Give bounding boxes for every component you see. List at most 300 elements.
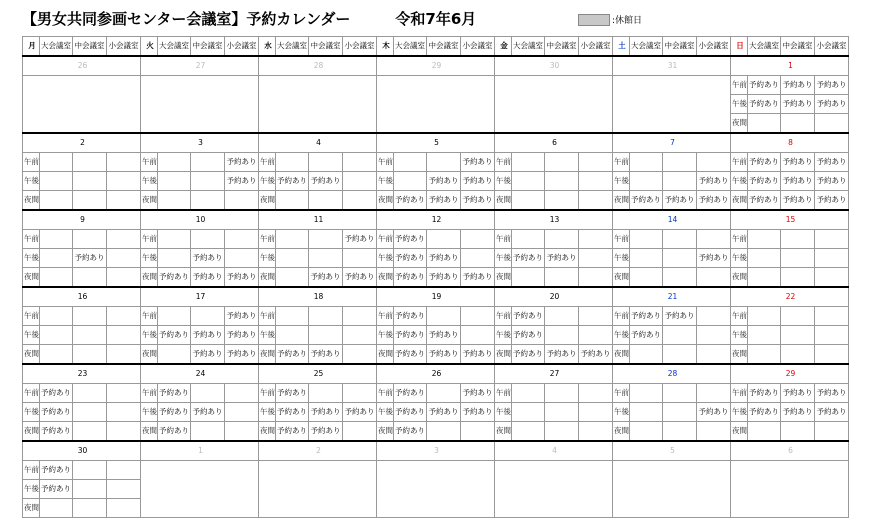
reservation-cell-open[interactable] bbox=[107, 326, 141, 345]
reservation-cell-open[interactable] bbox=[40, 172, 73, 191]
reservation-cell-booked[interactable]: 予約あり bbox=[309, 403, 343, 422]
reservation-cell-open[interactable] bbox=[579, 422, 613, 442]
reservation-cell-booked[interactable]: 予約あり bbox=[461, 172, 495, 191]
reservation-cell-booked[interactable]: 予約あり bbox=[697, 403, 731, 422]
date-cell: 27 bbox=[495, 364, 613, 384]
date-cell: 13 bbox=[495, 210, 613, 230]
reservation-cell-open[interactable] bbox=[781, 230, 815, 249]
reservation-cell-open[interactable] bbox=[630, 403, 663, 422]
reservation-cell-open[interactable] bbox=[630, 249, 663, 268]
reservation-cell-open[interactable] bbox=[394, 153, 427, 172]
reservation-cell-booked[interactable]: 予約あり bbox=[191, 326, 225, 345]
reservation-cell-open[interactable] bbox=[697, 230, 731, 249]
reservation-cell-booked[interactable]: 予約あり bbox=[158, 403, 191, 422]
reservation-cell-open[interactable] bbox=[579, 191, 613, 211]
reservation-cell-open[interactable] bbox=[191, 384, 225, 403]
reservation-cell-open[interactable] bbox=[630, 384, 663, 403]
reservation-cell-open[interactable] bbox=[545, 384, 579, 403]
reservation-cell-open[interactable] bbox=[663, 249, 697, 268]
reservation-cell-open[interactable] bbox=[697, 345, 731, 365]
reservation-cell-open[interactable] bbox=[748, 230, 781, 249]
reservation-cell-open[interactable] bbox=[158, 153, 191, 172]
reservation-cell-booked[interactable]: 予約あり bbox=[158, 326, 191, 345]
reservation-cell-booked[interactable]: 予約あり bbox=[748, 76, 781, 95]
reservation-cell-open[interactable] bbox=[107, 153, 141, 172]
slot-label: 夜間 bbox=[23, 422, 40, 442]
reservation-cell-booked[interactable]: 予約あり bbox=[40, 422, 73, 442]
reservation-cell-open[interactable] bbox=[158, 345, 191, 365]
reservation-cell-open[interactable] bbox=[815, 114, 849, 134]
reservation-cell-open[interactable] bbox=[781, 345, 815, 365]
reservation-cell-booked[interactable]: 予約あり bbox=[191, 403, 225, 422]
slot-label: 午前 bbox=[259, 153, 276, 172]
reservation-cell-open[interactable] bbox=[512, 172, 545, 191]
reservation-cell-open[interactable] bbox=[748, 345, 781, 365]
reservation-cell-booked[interactable]: 予約あり bbox=[40, 461, 73, 480]
slot-label: 午前 bbox=[141, 307, 158, 326]
slot-label: 午前 bbox=[141, 230, 158, 249]
slot-row bbox=[23, 326, 849, 345]
reservation-cell-booked[interactable]: 予約あり bbox=[276, 403, 309, 422]
reservation-cell-open[interactable] bbox=[663, 230, 697, 249]
reservation-cell-open[interactable] bbox=[512, 191, 545, 211]
reservation-cell-open[interactable] bbox=[461, 230, 495, 249]
reservation-cell-open[interactable] bbox=[512, 403, 545, 422]
reservation-cell-booked[interactable]: 予約あり bbox=[343, 268, 377, 288]
reservation-cell-booked[interactable]: 予約あり bbox=[394, 345, 427, 365]
reservation-cell-open[interactable] bbox=[427, 384, 461, 403]
slot-label: 午前 bbox=[495, 153, 512, 172]
reservation-cell-open[interactable] bbox=[461, 326, 495, 345]
reservation-cell-booked[interactable]: 予約あり bbox=[461, 384, 495, 403]
reservation-cell-booked[interactable]: 予約あり bbox=[427, 249, 461, 268]
reservation-cell-open[interactable] bbox=[781, 114, 815, 134]
reservation-cell-open[interactable] bbox=[545, 172, 579, 191]
reservation-cell-open[interactable] bbox=[663, 345, 697, 365]
reservation-cell-booked[interactable]: 予約あり bbox=[748, 384, 781, 403]
reservation-cell-open[interactable] bbox=[73, 307, 107, 326]
reservation-cell-booked[interactable]: 予約あり bbox=[781, 95, 815, 114]
reservation-cell-open[interactable] bbox=[815, 345, 849, 365]
reservation-cell-open[interactable] bbox=[748, 422, 781, 442]
slot-label: 午後 bbox=[495, 172, 512, 191]
reservation-cell-open[interactable] bbox=[191, 307, 225, 326]
reservation-cell-booked[interactable]: 予約あり bbox=[394, 268, 427, 288]
reservation-cell-open[interactable] bbox=[107, 403, 141, 422]
reservation-cell-open[interactable] bbox=[343, 422, 377, 442]
reservation-cell-booked[interactable]: 予約あり bbox=[815, 172, 849, 191]
reservation-cell-open[interactable] bbox=[630, 345, 663, 365]
reservation-cell-booked[interactable]: 予約あり bbox=[781, 403, 815, 422]
reservation-cell-booked[interactable]: 予約あり bbox=[579, 345, 613, 365]
reservation-cell-open[interactable] bbox=[309, 191, 343, 211]
reservation-cell-open[interactable] bbox=[781, 268, 815, 288]
date-cell: 4 bbox=[259, 133, 377, 153]
reservation-cell-open[interactable] bbox=[343, 384, 377, 403]
reservation-cell-booked[interactable]: 予約あり bbox=[815, 153, 849, 172]
reservation-cell-open[interactable] bbox=[40, 249, 73, 268]
reservation-cell-open[interactable] bbox=[107, 499, 141, 518]
reservation-cell-open[interactable] bbox=[107, 461, 141, 480]
reservation-cell-booked[interactable]: 予約あり bbox=[815, 403, 849, 422]
reservation-cell-open[interactable] bbox=[158, 172, 191, 191]
reservation-cell-booked[interactable]: 予約あり bbox=[276, 384, 309, 403]
reservation-cell-open[interactable] bbox=[697, 268, 731, 288]
reservation-cell-open[interactable] bbox=[276, 326, 309, 345]
reservation-cell-open[interactable] bbox=[40, 499, 73, 518]
reservation-cell-open[interactable] bbox=[545, 268, 579, 288]
reservation-cell-open[interactable] bbox=[343, 153, 377, 172]
reservation-cell-open[interactable] bbox=[781, 249, 815, 268]
reservation-cell-open[interactable] bbox=[545, 422, 579, 442]
reservation-cell-open[interactable] bbox=[427, 153, 461, 172]
reservation-cell-booked[interactable]: 予約あり bbox=[461, 345, 495, 365]
reservation-cell-open[interactable] bbox=[579, 268, 613, 288]
reservation-cell-booked[interactable]: 予約あり bbox=[191, 249, 225, 268]
reservation-cell-open[interactable] bbox=[40, 268, 73, 288]
reservation-cell-open[interactable] bbox=[40, 345, 73, 365]
reservation-cell-open[interactable] bbox=[73, 461, 107, 480]
reservation-cell-open[interactable] bbox=[276, 268, 309, 288]
reservation-cell-booked[interactable]: 予約あり bbox=[158, 422, 191, 442]
reservation-cell-open[interactable] bbox=[107, 480, 141, 499]
reservation-cell-open[interactable] bbox=[545, 230, 579, 249]
reservation-cell-open[interactable] bbox=[630, 172, 663, 191]
reservation-cell-booked[interactable]: 予約あり bbox=[697, 191, 731, 211]
reservation-cell-open[interactable] bbox=[276, 191, 309, 211]
reservation-cell-booked[interactable]: 予約あり bbox=[512, 345, 545, 365]
reservation-cell-booked[interactable]: 予約あり bbox=[276, 422, 309, 442]
reservation-cell-booked[interactable]: 予約あり bbox=[427, 403, 461, 422]
reservation-cell-booked[interactable]: 予約あり bbox=[427, 191, 461, 211]
reservation-cell-open[interactable] bbox=[73, 153, 107, 172]
reservation-cell-open[interactable] bbox=[73, 499, 107, 518]
reservation-cell-open[interactable] bbox=[815, 268, 849, 288]
reservation-cell-open[interactable] bbox=[781, 326, 815, 345]
reservation-cell-booked[interactable]: 予約あり bbox=[748, 191, 781, 211]
room-header: 小会議室 bbox=[343, 37, 377, 57]
date-cell: 26 bbox=[377, 364, 495, 384]
reservation-cell-open[interactable] bbox=[276, 153, 309, 172]
reservation-cell-open[interactable] bbox=[40, 326, 73, 345]
reservation-cell-open[interactable] bbox=[107, 345, 141, 365]
reservation-cell-booked[interactable]: 予約あり bbox=[394, 422, 427, 442]
reservation-cell-booked[interactable]: 予約あり bbox=[225, 345, 259, 365]
reservation-cell-open[interactable] bbox=[73, 191, 107, 211]
reservation-cell-open[interactable] bbox=[343, 345, 377, 365]
reservation-cell-booked[interactable]: 予約あり bbox=[630, 307, 663, 326]
reservation-cell-booked[interactable]: 予約あり bbox=[630, 326, 663, 345]
reservation-cell-open[interactable] bbox=[107, 268, 141, 288]
reservation-cell-open[interactable] bbox=[107, 384, 141, 403]
reservation-cell-booked[interactable]: 予約あり bbox=[394, 403, 427, 422]
reservation-cell-open[interactable] bbox=[579, 326, 613, 345]
reservation-cell-open[interactable] bbox=[107, 422, 141, 442]
reservation-cell-open[interactable] bbox=[225, 230, 259, 249]
date-row bbox=[23, 364, 849, 384]
reservation-cell-open[interactable] bbox=[309, 230, 343, 249]
reservation-cell-open[interactable] bbox=[663, 403, 697, 422]
reservation-cell-open[interactable] bbox=[309, 326, 343, 345]
reservation-cell-open[interactable] bbox=[158, 249, 191, 268]
slot-label: 午後 bbox=[23, 403, 40, 422]
reservation-cell-open[interactable] bbox=[73, 480, 107, 499]
reservation-cell-open[interactable] bbox=[158, 230, 191, 249]
room-header: 小会議室 bbox=[697, 37, 731, 57]
reservation-cell-booked[interactable]: 予約あり bbox=[663, 307, 697, 326]
reservation-cell-open[interactable] bbox=[663, 326, 697, 345]
reservation-cell-open[interactable] bbox=[73, 172, 107, 191]
slot-label: 午前 bbox=[377, 230, 394, 249]
reservation-cell-open[interactable] bbox=[630, 422, 663, 442]
reservation-cell-booked[interactable]: 予約あり bbox=[815, 191, 849, 211]
reservation-cell-open[interactable] bbox=[191, 172, 225, 191]
reservation-cell-open[interactable] bbox=[663, 172, 697, 191]
reservation-cell-open[interactable] bbox=[630, 230, 663, 249]
reservation-cell-booked[interactable]: 予約あり bbox=[309, 172, 343, 191]
reservation-cell-open[interactable] bbox=[579, 307, 613, 326]
slot-label: 午後 bbox=[731, 172, 748, 191]
reservation-cell-open[interactable] bbox=[815, 249, 849, 268]
reservation-cell-booked[interactable]: 予約あり bbox=[630, 191, 663, 211]
reservation-cell-booked[interactable]: 予約あり bbox=[394, 249, 427, 268]
reservation-cell-open[interactable] bbox=[781, 422, 815, 442]
reservation-cell-open[interactable] bbox=[748, 326, 781, 345]
reservation-cell-open[interactable] bbox=[309, 153, 343, 172]
reservation-cell-booked[interactable]: 予約あり bbox=[191, 345, 225, 365]
reservation-cell-open[interactable] bbox=[512, 230, 545, 249]
reservation-cell-open[interactable] bbox=[343, 191, 377, 211]
reservation-cell-open[interactable] bbox=[309, 307, 343, 326]
reservation-cell-booked[interactable]: 予約あり bbox=[225, 153, 259, 172]
reservation-cell-booked[interactable]: 予約あり bbox=[748, 172, 781, 191]
date-row bbox=[23, 441, 849, 461]
reservation-cell-booked[interactable]: 予約あり bbox=[225, 172, 259, 191]
reservation-cell-booked[interactable]: 予約あり bbox=[748, 153, 781, 172]
date-cell: 9 bbox=[23, 210, 141, 230]
reservation-cell-open[interactable] bbox=[697, 422, 731, 442]
reservation-cell-booked[interactable]: 予約あり bbox=[427, 326, 461, 345]
reservation-cell-open[interactable] bbox=[663, 422, 697, 442]
reservation-cell-open[interactable] bbox=[158, 307, 191, 326]
reservation-cell-booked[interactable]: 予約あり bbox=[781, 384, 815, 403]
slot-label: 午前 bbox=[23, 307, 40, 326]
reservation-cell-booked[interactable]: 予約あり bbox=[815, 384, 849, 403]
reservation-cell-booked[interactable]: 予約あり bbox=[394, 230, 427, 249]
reservation-cell-booked[interactable]: 予約あり bbox=[748, 403, 781, 422]
reservation-cell-booked[interactable]: 予約あり bbox=[191, 268, 225, 288]
reservation-cell-open[interactable] bbox=[225, 403, 259, 422]
reservation-cell-open[interactable] bbox=[579, 172, 613, 191]
reservation-cell-open[interactable] bbox=[107, 191, 141, 211]
reservation-cell-open[interactable] bbox=[73, 326, 107, 345]
reservation-cell-open[interactable] bbox=[815, 230, 849, 249]
reservation-cell-open[interactable] bbox=[545, 153, 579, 172]
reservation-cell-open[interactable] bbox=[663, 384, 697, 403]
reservation-cell-booked[interactable]: 予約あり bbox=[394, 326, 427, 345]
reservation-cell-open[interactable] bbox=[40, 230, 73, 249]
reservation-cell-open[interactable] bbox=[73, 230, 107, 249]
reservation-cell-open[interactable] bbox=[107, 249, 141, 268]
reservation-cell-open[interactable] bbox=[73, 384, 107, 403]
reservation-cell-booked[interactable]: 予約あり bbox=[40, 403, 73, 422]
reservation-cell-open[interactable] bbox=[225, 422, 259, 442]
reservation-cell-open[interactable] bbox=[512, 153, 545, 172]
reservation-cell-open[interactable] bbox=[748, 249, 781, 268]
reservation-cell-booked[interactable]: 予約あり bbox=[427, 268, 461, 288]
reservation-cell-open[interactable] bbox=[158, 191, 191, 211]
reservation-cell-booked[interactable]: 予約あり bbox=[343, 230, 377, 249]
reservation-cell-booked[interactable]: 予約あり bbox=[697, 249, 731, 268]
reservation-cell-open[interactable] bbox=[663, 153, 697, 172]
reservation-cell-open[interactable] bbox=[343, 249, 377, 268]
calendar-table bbox=[22, 36, 849, 518]
reservation-cell-open[interactable] bbox=[579, 384, 613, 403]
reservation-cell-booked[interactable]: 予約あり bbox=[309, 345, 343, 365]
reservation-cell-open[interactable] bbox=[427, 230, 461, 249]
reservation-cell-open[interactable] bbox=[697, 384, 731, 403]
reservation-cell-open[interactable] bbox=[512, 384, 545, 403]
reservation-cell-open[interactable] bbox=[579, 249, 613, 268]
reservation-cell-open[interactable] bbox=[461, 307, 495, 326]
reservation-cell-open[interactable] bbox=[276, 307, 309, 326]
reservation-cell-open[interactable] bbox=[107, 307, 141, 326]
reservation-cell-booked[interactable]: 予約あり bbox=[158, 384, 191, 403]
reservation-cell-open[interactable] bbox=[663, 268, 697, 288]
reservation-cell-open[interactable] bbox=[512, 422, 545, 442]
reservation-cell-open[interactable] bbox=[748, 114, 781, 134]
reservation-cell-booked[interactable]: 予約あり bbox=[663, 191, 697, 211]
reservation-cell-open[interactable] bbox=[630, 153, 663, 172]
reservation-cell-open[interactable] bbox=[461, 422, 495, 442]
reservation-cell-open[interactable] bbox=[748, 268, 781, 288]
reservation-cell-open[interactable] bbox=[545, 326, 579, 345]
room-header: 大会議室 bbox=[630, 37, 663, 57]
reservation-cell-booked[interactable]: 予約あり bbox=[815, 95, 849, 114]
reservation-cell-booked[interactable]: 予約あり bbox=[512, 326, 545, 345]
reservation-cell-open[interactable] bbox=[73, 345, 107, 365]
reservation-cell-booked[interactable]: 予約あり bbox=[225, 268, 259, 288]
slot-row bbox=[23, 172, 849, 191]
reservation-cell-booked[interactable]: 予約あり bbox=[512, 249, 545, 268]
reservation-cell-booked[interactable]: 予約あり bbox=[276, 345, 309, 365]
reservation-cell-booked[interactable]: 予約あり bbox=[225, 307, 259, 326]
reservation-cell-booked[interactable]: 予約あり bbox=[394, 191, 427, 211]
reservation-cell-open[interactable] bbox=[73, 422, 107, 442]
reservation-cell-open[interactable] bbox=[815, 307, 849, 326]
reservation-cell-booked[interactable]: 予約あり bbox=[427, 345, 461, 365]
reservation-cell-booked[interactable]: 予約あり bbox=[309, 422, 343, 442]
reservation-cell-open[interactable] bbox=[815, 326, 849, 345]
reservation-cell-open[interactable] bbox=[427, 422, 461, 442]
reservation-cell-open[interactable] bbox=[40, 307, 73, 326]
reservation-cell-booked[interactable]: 予約あり bbox=[697, 172, 731, 191]
reservation-cell-open[interactable] bbox=[40, 153, 73, 172]
reservation-cell-open[interactable] bbox=[191, 230, 225, 249]
reservation-cell-booked[interactable]: 予約あり bbox=[394, 384, 427, 403]
reservation-cell-open[interactable] bbox=[545, 403, 579, 422]
reservation-cell-open[interactable] bbox=[512, 268, 545, 288]
reservation-cell-open[interactable] bbox=[73, 268, 107, 288]
reservation-cell-booked[interactable]: 予約あり bbox=[225, 326, 259, 345]
reservation-cell-open[interactable] bbox=[107, 230, 141, 249]
reservation-cell-open[interactable] bbox=[343, 307, 377, 326]
reservation-cell-booked[interactable]: 予約あり bbox=[158, 268, 191, 288]
reservation-cell-open[interactable] bbox=[309, 249, 343, 268]
reservation-cell-booked[interactable]: 予約あり bbox=[276, 172, 309, 191]
reservation-cell-open[interactable] bbox=[427, 307, 461, 326]
reservation-cell-booked[interactable]: 予約あり bbox=[781, 191, 815, 211]
reservation-cell-open[interactable] bbox=[225, 191, 259, 211]
reservation-cell-open[interactable] bbox=[579, 403, 613, 422]
slot-row bbox=[23, 461, 849, 480]
reservation-cell-open[interactable] bbox=[697, 153, 731, 172]
reservation-cell-open[interactable] bbox=[276, 249, 309, 268]
reservation-cell-open[interactable] bbox=[815, 422, 849, 442]
slot-label: 午後 bbox=[377, 172, 394, 191]
reservation-cell-booked[interactable]: 予約あり bbox=[461, 403, 495, 422]
reservation-cell-open[interactable] bbox=[191, 153, 225, 172]
reservation-cell-open[interactable] bbox=[191, 191, 225, 211]
reservation-cell-booked[interactable]: 予約あり bbox=[815, 76, 849, 95]
reservation-cell-booked[interactable]: 予約あり bbox=[545, 345, 579, 365]
reservation-cell-open[interactable] bbox=[225, 249, 259, 268]
reservation-cell-open[interactable] bbox=[191, 422, 225, 442]
reservation-cell-open[interactable] bbox=[73, 403, 107, 422]
slot-label: 夜間 bbox=[259, 191, 276, 211]
reservation-cell-booked[interactable]: 予約あり bbox=[461, 191, 495, 211]
reservation-cell-booked[interactable]: 予約あり bbox=[748, 95, 781, 114]
reservation-cell-open[interactable] bbox=[697, 326, 731, 345]
reservation-cell-open[interactable] bbox=[107, 172, 141, 191]
reservation-cell-open[interactable] bbox=[343, 326, 377, 345]
reservation-cell-open[interactable] bbox=[309, 384, 343, 403]
reservation-cell-open[interactable] bbox=[748, 307, 781, 326]
reservation-cell-open[interactable] bbox=[781, 307, 815, 326]
reservation-cell-booked[interactable]: 予約あり bbox=[512, 307, 545, 326]
reservation-cell-booked[interactable]: 予約あり bbox=[781, 172, 815, 191]
reservation-cell-open[interactable] bbox=[343, 172, 377, 191]
reservation-cell-booked[interactable]: 予約あり bbox=[73, 249, 107, 268]
reservation-cell-open[interactable] bbox=[276, 230, 309, 249]
reservation-cell-booked[interactable]: 予約あり bbox=[545, 249, 579, 268]
reservation-cell-open[interactable] bbox=[545, 307, 579, 326]
reservation-cell-open[interactable] bbox=[40, 191, 73, 211]
slot-label: 午前 bbox=[613, 153, 630, 172]
reservation-cell-booked[interactable]: 予約あり bbox=[461, 153, 495, 172]
reservation-cell-open[interactable] bbox=[630, 268, 663, 288]
reservation-cell-open[interactable] bbox=[697, 307, 731, 326]
reservation-cell-open[interactable] bbox=[579, 153, 613, 172]
reservation-cell-booked[interactable]: 予約あり bbox=[461, 268, 495, 288]
date-cell: 26 bbox=[23, 56, 141, 76]
reservation-cell-open[interactable] bbox=[394, 172, 427, 191]
reservation-cell-booked[interactable]: 予約あり bbox=[781, 153, 815, 172]
reservation-cell-booked[interactable]: 予約あり bbox=[781, 76, 815, 95]
reservation-cell-booked[interactable]: 予約あり bbox=[394, 307, 427, 326]
reservation-cell-booked[interactable]: 予約あり bbox=[343, 403, 377, 422]
reservation-cell-booked[interactable]: 予約あり bbox=[309, 268, 343, 288]
reservation-cell-open[interactable] bbox=[579, 230, 613, 249]
reservation-cell-booked[interactable]: 予約あり bbox=[427, 172, 461, 191]
slot-label: 午後 bbox=[495, 326, 512, 345]
reservation-cell-booked[interactable]: 予約あり bbox=[40, 480, 73, 499]
reservation-cell-open[interactable] bbox=[461, 249, 495, 268]
reservation-cell-open[interactable] bbox=[545, 191, 579, 211]
empty-day-cell bbox=[613, 461, 731, 518]
reservation-cell-open[interactable] bbox=[225, 384, 259, 403]
reservation-cell-booked[interactable]: 予約あり bbox=[40, 384, 73, 403]
